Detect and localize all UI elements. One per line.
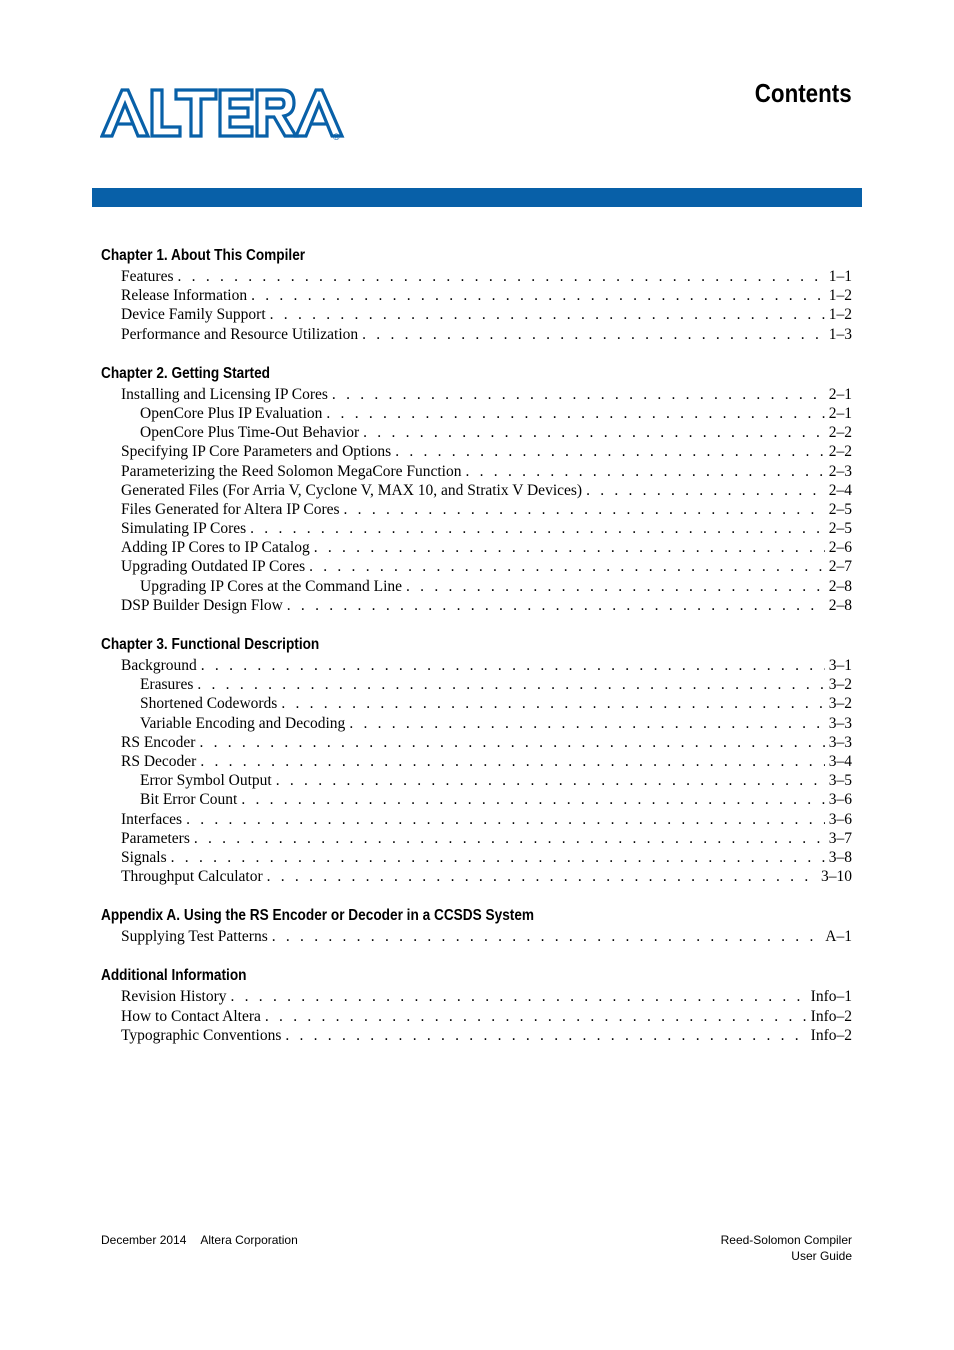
- toc-entry-page: 2–8: [828, 577, 852, 595]
- toc-entry-label: Interfaces: [121, 810, 183, 828]
- toc-entry-page: 3–8: [828, 848, 852, 866]
- dot-leader: [267, 867, 817, 886]
- dot-leader: [199, 733, 824, 752]
- toc-entry[interactable]: [101, 325, 852, 344]
- toc-entry-page: 2–7: [828, 558, 852, 576]
- toc-entry-label: Parameters: [121, 829, 190, 847]
- toc-entry[interactable]: [101, 867, 852, 886]
- toc-entry-page: 1–2: [828, 287, 852, 305]
- toc-entry-label: Specifying IP Core Parameters and Options: [121, 443, 392, 461]
- dot-leader: [285, 1026, 806, 1045]
- toc-entry-label: Release Information: [121, 287, 248, 305]
- toc-entry[interactable]: [101, 481, 852, 500]
- toc-entry-label: Upgrading Outdated IP Cores: [121, 558, 306, 576]
- toc-entry[interactable]: [101, 385, 852, 404]
- toc-entry[interactable]: [101, 423, 852, 442]
- dot-leader: [466, 462, 825, 481]
- dot-leader: [250, 519, 825, 538]
- toc-entry[interactable]: [101, 442, 852, 461]
- toc-entry[interactable]: [101, 577, 852, 596]
- footer-doc-title: Reed-Solomon Compiler: [720, 1233, 852, 1247]
- toc-entry[interactable]: [101, 538, 852, 557]
- dot-leader: [200, 752, 824, 771]
- toc-entry-label: Erasures: [140, 676, 194, 694]
- toc-section-title[interactable]: Chapter 2. Getting Started: [101, 364, 271, 382]
- toc-entry[interactable]: [101, 771, 852, 790]
- dot-leader: [281, 694, 824, 713]
- toc-entry-page: 2–2: [828, 443, 852, 461]
- dot-leader: [309, 557, 825, 576]
- toc-entry[interactable]: [101, 557, 852, 576]
- dot-leader: [201, 656, 825, 675]
- toc-entry-label: Signals: [121, 848, 167, 866]
- toc-entry[interactable]: [101, 519, 852, 538]
- registered-mark: ®: [333, 132, 340, 142]
- toc-entry-label: OpenCore Plus IP Evaluation: [140, 404, 323, 422]
- toc-entry-label: Files Generated for Altera IP Cores: [121, 500, 340, 518]
- toc-entry-page: A–1: [825, 928, 852, 946]
- dot-leader: [314, 538, 825, 557]
- dot-leader: [362, 325, 825, 344]
- dot-leader: [178, 267, 825, 286]
- toc-entry-label: Supplying Test Patterns: [121, 928, 268, 946]
- toc-entry-page: 3–4: [828, 752, 852, 770]
- toc-entry[interactable]: [101, 267, 852, 286]
- toc-section: [101, 905, 852, 946]
- footer-date: December 2014: [101, 1233, 187, 1247]
- toc-section: [101, 634, 852, 886]
- toc-entry-page: 1–3: [828, 325, 852, 343]
- toc-entry[interactable]: [101, 462, 852, 481]
- header-band: [92, 188, 862, 207]
- table-of-contents: [101, 245, 852, 1064]
- toc-entry[interactable]: [101, 694, 852, 713]
- toc-entry[interactable]: [101, 286, 852, 305]
- dot-leader: [197, 675, 824, 694]
- dot-leader: [349, 714, 824, 733]
- toc-entry-label: How to Contact Altera: [121, 1007, 261, 1025]
- dot-leader: [326, 404, 824, 423]
- toc-entry-page: 2–8: [828, 596, 852, 614]
- dot-leader: [241, 790, 824, 809]
- dot-leader: [344, 500, 825, 519]
- toc-entry-label: Shortened Codewords: [140, 695, 278, 713]
- toc-entry-label: Typographic Conventions: [121, 1026, 282, 1044]
- toc-entry-label: Background: [121, 657, 197, 674]
- toc-entry[interactable]: [101, 656, 852, 675]
- toc-entry-label: Revision History: [121, 988, 227, 1006]
- dot-leader: [251, 286, 825, 305]
- toc-section-title[interactable]: Additional Information: [101, 967, 247, 985]
- toc-entry-label: Features: [121, 268, 174, 285]
- dot-leader: [186, 810, 825, 829]
- dot-leader: [406, 577, 825, 596]
- dot-leader: [395, 442, 825, 461]
- dot-leader: [171, 848, 825, 867]
- toc-entry-label: Parameterizing the Reed Solomon MegaCore Function: [121, 462, 462, 480]
- toc-entry-page: 2–5: [828, 520, 852, 538]
- toc-entry-page: 3–10: [821, 868, 852, 886]
- toc-entry[interactable]: [101, 810, 852, 829]
- toc-entry-page: 3–5: [828, 772, 852, 790]
- dot-leader: [332, 385, 825, 404]
- footer-company: Altera Corporation: [200, 1233, 298, 1247]
- dot-leader: [287, 596, 825, 615]
- toc-entry-label: Device Family Support: [121, 306, 266, 324]
- toc-section: [101, 965, 852, 1045]
- toc-entry-label: Variable Encoding and Decoding: [140, 714, 346, 732]
- toc-entry-label: RS Encoder: [121, 733, 196, 751]
- toc-entry-page: 3–2: [828, 695, 852, 713]
- toc-entry-label: Generated Files (For Arria V, Cyclone V, MAX 10, and Stratix V Devices): [121, 481, 583, 499]
- toc-entry[interactable]: [101, 790, 852, 809]
- toc-entry-page: 2–4: [828, 481, 852, 499]
- toc-entry[interactable]: [101, 848, 852, 867]
- toc-entry-label: Throughput Calculator: [121, 868, 263, 886]
- toc-entry-label: DSP Builder Design Flow: [121, 596, 283, 614]
- dot-leader: [231, 987, 807, 1006]
- toc-entry-page: 1–1: [828, 268, 852, 285]
- toc-entry-page: Info–1: [810, 988, 852, 1006]
- toc-section-title[interactable]: Appendix A. Using the RS Encoder or Decoder in a CCSDS System: [101, 907, 535, 925]
- toc-entry-page: 2–5: [828, 500, 852, 518]
- toc-entry-page: 3–6: [828, 791, 852, 809]
- toc-entry[interactable]: [101, 675, 852, 694]
- altera-logo: [100, 86, 346, 142]
- page-title: Contents: [755, 78, 852, 108]
- toc-entry[interactable]: [101, 1026, 852, 1045]
- toc-entry-label: Adding IP Cores to IP Catalog: [121, 539, 310, 557]
- footer-right: [721, 1232, 852, 1264]
- toc-entry[interactable]: [101, 500, 852, 519]
- dot-leader: [363, 423, 825, 442]
- dot-leader: [272, 927, 822, 946]
- dot-leader: [270, 305, 825, 324]
- toc-entry-page: 3–3: [828, 714, 852, 732]
- toc-entry-page: 2–1: [828, 385, 852, 403]
- footer-left: [101, 1232, 298, 1248]
- toc-entry-label: Bit Error Count: [140, 791, 238, 809]
- toc-entry-page: 3–2: [828, 676, 852, 694]
- dot-leader: [194, 829, 825, 848]
- toc-entry-label: Error Symbol Output: [140, 772, 272, 790]
- toc-entry-page: 3–1: [828, 657, 852, 674]
- toc-section: [101, 363, 852, 615]
- toc-entry[interactable]: [101, 714, 852, 733]
- footer-doc-subtitle: User Guide: [791, 1249, 852, 1263]
- toc-entry-label: OpenCore Plus Time-Out Behavior: [140, 424, 360, 442]
- toc-entry-label: Performance and Resource Utilization: [121, 325, 359, 343]
- dot-leader: [265, 1007, 807, 1026]
- toc-entry[interactable]: [101, 404, 852, 423]
- toc-entry[interactable]: [101, 733, 852, 752]
- toc-entry-label: Installing and Licensing IP Cores: [121, 385, 328, 403]
- toc-entry[interactable]: [101, 596, 852, 615]
- toc-entry[interactable]: [101, 829, 852, 848]
- toc-entry-page: 2–2: [828, 424, 852, 442]
- toc-entry-page: 3–3: [828, 733, 852, 751]
- toc-entry[interactable]: [101, 305, 852, 324]
- toc-entry-page: 1–2: [828, 306, 852, 324]
- toc-entry[interactable]: [101, 1007, 852, 1026]
- toc-entry-page: 2–6: [828, 539, 852, 557]
- toc-section-title[interactable]: Chapter 3. Functional Description: [101, 636, 320, 653]
- toc-entry-page: Info–2: [810, 1007, 852, 1025]
- toc-entry-page: 2–1: [828, 404, 852, 422]
- dot-leader: [276, 771, 825, 790]
- toc-entry-page: 2–3: [828, 462, 852, 480]
- dot-leader: [586, 481, 825, 500]
- toc-entry-label: Upgrading IP Cores at the Command Line: [140, 577, 403, 595]
- toc-section-title[interactable]: Chapter 1. About This Compiler: [101, 247, 306, 264]
- toc-entry[interactable]: [101, 987, 852, 1006]
- toc-entry[interactable]: [101, 752, 852, 771]
- toc-entry-page: Info–2: [810, 1026, 852, 1044]
- toc-entry-page: 3–7: [828, 829, 852, 847]
- toc-entry-label: RS Decoder: [121, 752, 197, 770]
- toc-section: [101, 245, 852, 344]
- toc-entry[interactable]: [101, 927, 852, 946]
- toc-entry-page: 3–6: [828, 810, 852, 828]
- toc-entry-label: Simulating IP Cores: [121, 520, 247, 538]
